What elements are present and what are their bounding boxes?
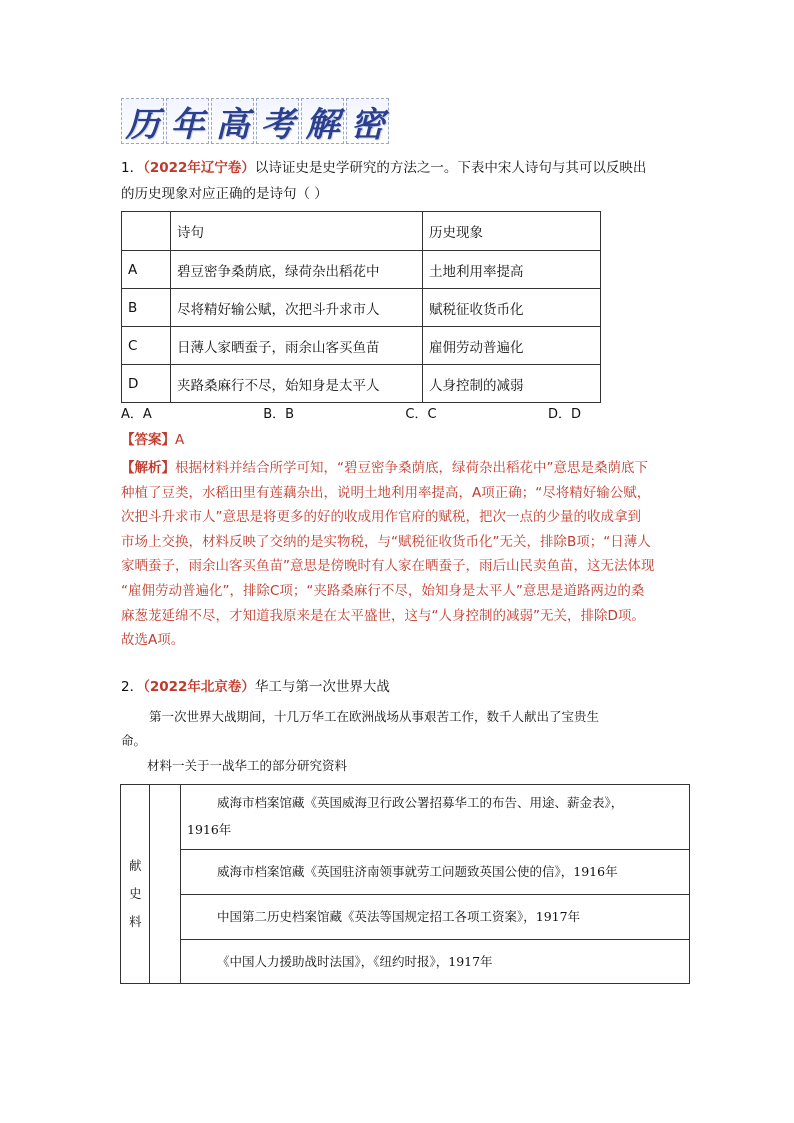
analysis-line: 市场上交换，材料反映了交纳的是实物税，与“赋税征收货币化”无关，排除B项；“日薄人	[121, 533, 651, 550]
table-header-cell: 历史现象	[423, 212, 601, 251]
analysis-line: “雇佣劳动普遍化”，排除C项；“夹路桑麻行不尽，始知身是太平人”意思是道路两边的桑	[121, 582, 645, 599]
section-banner	[121, 98, 391, 144]
table-row	[181, 895, 689, 940]
table-cell: 土地利用率提高	[423, 251, 601, 289]
analysis-text: 根据材料并结合所学可知，“碧豆密争桑荫底，绿荷杂出稻花中”意思是桑荫底下	[175, 460, 648, 476]
question-source: （2022年北京卷）	[143, 679, 255, 695]
banner-char: 高	[211, 98, 254, 144]
side-label-char: 献	[129, 858, 142, 873]
answer-label: 【答案】	[121, 432, 175, 448]
paragraph-line: 第一次世界大战期间，十几万华工在欧洲战场从事艰苦工作，数千人献出了宝贵生	[149, 709, 600, 724]
table-cell: 夹路桑麻行不尽，始知身是太平人	[171, 365, 423, 403]
analysis-line: 麻葱茏延绵不尽，才知道我原来是在太平盛世，这与“人身控制的减弱”无关，排除D项。	[121, 607, 645, 624]
table-header-cell	[122, 212, 171, 251]
question-number: 1．	[121, 160, 144, 176]
question-1-line1	[121, 155, 681, 181]
row-text: 威海市档案馆藏《英国威海卫行政公署招募华工的布告、用途、薪金表》，	[217, 795, 624, 810]
question-1-line2: 的历史现象对应正确的是诗句（ ）	[121, 186, 328, 202]
analysis-line: 种植了豆类，水稻田里有莲藕杂出，说明土地利用率提高，A项正确；“尽将精好输公赋，	[121, 484, 651, 501]
table-cell: 雇佣劳动普遍化	[423, 327, 601, 365]
table-cell: 赋税征收货币化	[423, 289, 601, 327]
analysis-block	[121, 456, 667, 653]
answer-value: A	[175, 432, 185, 448]
option-a: A．A	[121, 407, 152, 422]
answer-options	[121, 403, 581, 422]
paragraph-line: 命。	[121, 733, 147, 748]
row-text: 威海市档案馆藏《英国驻济南领事就劳工问题致英国公使的信》，1916年	[217, 864, 618, 879]
table-row	[181, 940, 689, 983]
row-text: 1916年	[187, 822, 232, 837]
intro-paragraph	[121, 705, 681, 753]
banner-char: 密	[346, 98, 389, 144]
table-row	[122, 251, 601, 289]
question-title: 华工与第一次世界大战	[254, 679, 390, 695]
banner-char: 解	[301, 98, 344, 144]
banner-char: 考	[256, 98, 299, 144]
table-header-cell: 诗句	[171, 212, 423, 251]
table-cell: B	[122, 289, 171, 327]
question-source: （2022年辽宁卷）	[143, 160, 255, 176]
analysis-label: 【解析】	[121, 460, 175, 476]
analysis-line: 家晒蚕子，雨余山客买鱼苗”意思是傍晚时有人家在晒蚕子，雨后山民卖鱼苗，这无法体现	[121, 558, 655, 575]
analysis-line: 次把斗升求市人”意思是将更多的好的收成用作官府的赋税，把次一点的少量的收成拿到	[121, 509, 641, 526]
question-text: 以诗证史是史学研究的方法之一。下表中宋人诗句与其可以反映出	[254, 160, 647, 176]
table-cell: 碧豆密争桑荫底，绿荷杂出稻花中	[171, 251, 423, 289]
materials-table	[120, 784, 690, 984]
question-number: 2．	[121, 679, 144, 695]
row-text: 《中国人力援助战时法国》，《纽约时报》，1917年	[217, 954, 493, 969]
blank-column	[150, 785, 181, 983]
table-cell: 人身控制的减弱	[423, 365, 601, 403]
table-row	[122, 365, 601, 403]
table-row	[181, 850, 689, 895]
material-title: 材料一关于一战华工的部分研究资料	[147, 758, 348, 773]
table-row	[181, 785, 689, 850]
analysis-line: 故选A项。	[121, 632, 185, 649]
side-label-column	[121, 785, 150, 983]
row-text: 中国第二历史档案馆藏《英法等国规定招工各项工资案》，1917年	[217, 909, 581, 924]
table-cell: 尽将精好输公赋，次把斗升求市人	[171, 289, 423, 327]
table-header-row	[122, 212, 601, 251]
banner-char: 年	[166, 98, 209, 144]
table-cell: A	[122, 251, 171, 289]
analysis-line	[121, 456, 667, 481]
option-d: D．D	[547, 407, 581, 422]
option-c: C．C	[405, 407, 437, 422]
table-cell: 日薄人家晒蚕子，雨余山客买鱼苗	[171, 327, 423, 365]
answer-line	[121, 427, 681, 453]
table-cell: D	[122, 365, 171, 403]
poem-table	[121, 211, 601, 403]
banner-char: 历	[121, 98, 164, 144]
side-label-char: 史	[129, 886, 142, 901]
option-b: B．B	[263, 407, 295, 422]
question-2-stem	[121, 674, 681, 700]
question-1-stem	[121, 155, 681, 207]
side-label-char: 料	[129, 914, 142, 929]
table-row	[122, 289, 601, 327]
table-cell: C	[122, 327, 171, 365]
table-row	[122, 327, 601, 365]
